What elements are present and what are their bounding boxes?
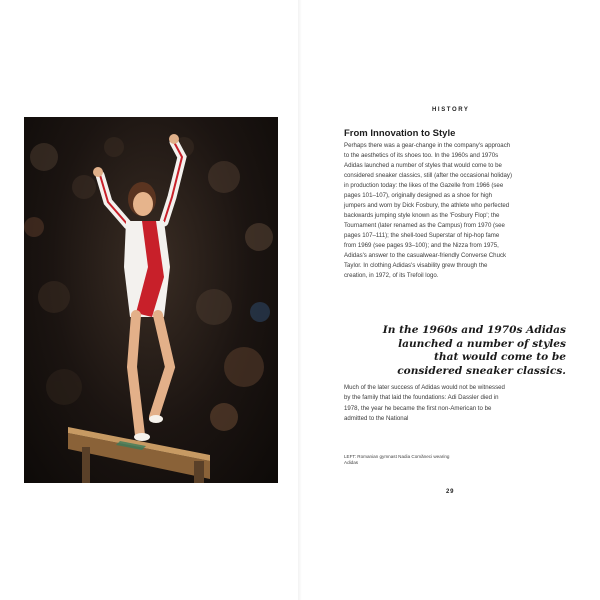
section-heading: From Innovation to Style <box>344 128 456 139</box>
book-spine-shadow <box>298 0 302 600</box>
pull-quote: In the 1960s and 1970s Adidas launched a number of styles that would come to be considered sneaker classics. <box>382 324 566 377</box>
body-paragraph-1: Perhaps there was a gear-change in the company's approach to the aesthetics of its shoes too. In the 1960s and 1970s Adidas launched a number of styles that would come to be considered sneaker classics, still (after the occasional holiday) in production today: the likes of the Gazelle from 1966 (see pages 101–107), originally designed as a shoe for high jumpers and worn by Dick Fosbury, the athlete who perfected backwards jumping style known as the 'Fosbury Flop'; the Tournament (later renamed as the Campus) from 1970 (see pages 107–111); the shell-toed Superstar of hip-hop fame from 1969 (see pages 93–100); and the Nizza from 1975, Adidas's answer to the casualwear-friendly Converse Chuck Taylor. In clothing Adidas's visability grew through the creation, in 1972, of its Trefoil logo. <box>344 142 512 279</box>
section-label: HISTORY <box>432 107 470 113</box>
body-paragraph-2: Much of the later success of Adidas would not be witnessed by the family that laid the foundations: Adi Dassler died in 1978, the year he became the first non-American to be admitted to the National <box>344 384 505 423</box>
gymnast-figure <box>93 134 182 441</box>
page-number: 29 <box>446 489 455 495</box>
gymnast-illustration <box>24 117 278 483</box>
photo-caption: LEFT: Romanian gymnast Nadia Comăneci wearing Adidas <box>344 454 450 466</box>
gymnast-photo <box>24 117 278 483</box>
